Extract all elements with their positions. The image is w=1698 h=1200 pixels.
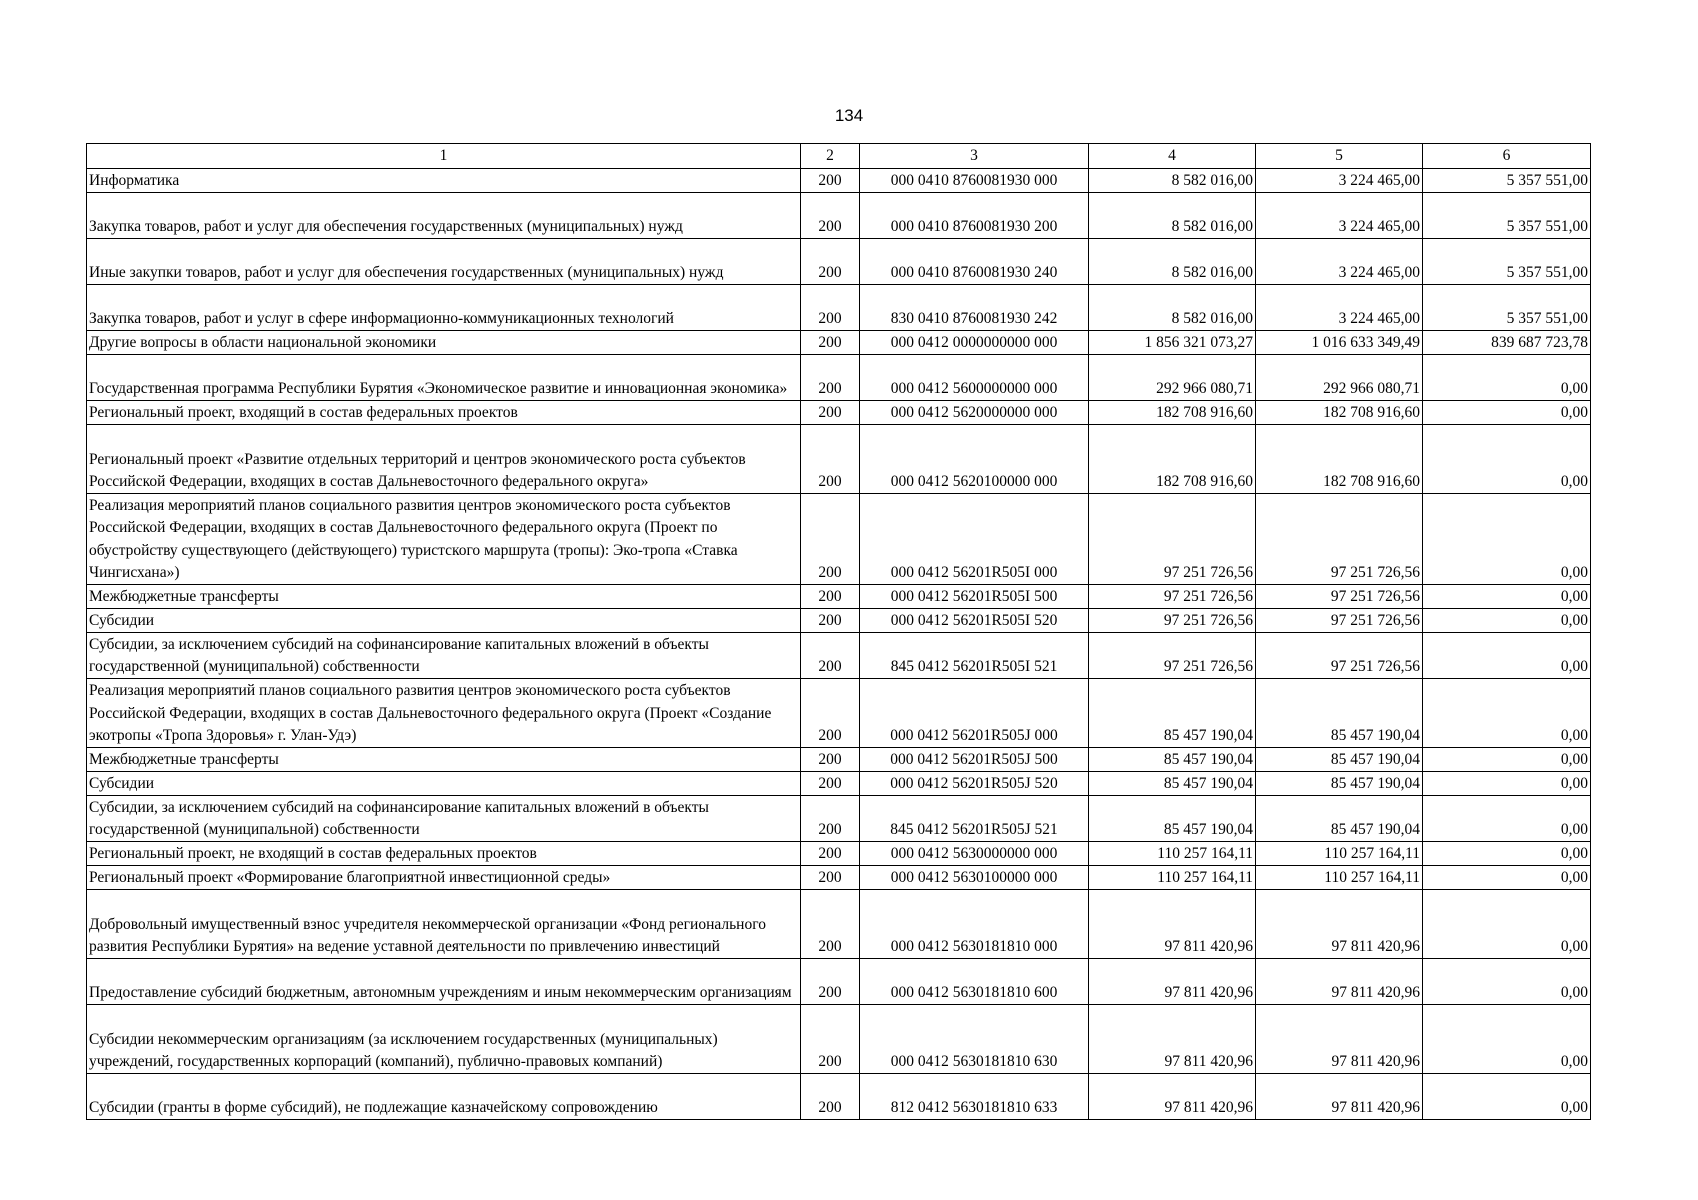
row-value-col6: 0,00 — [1423, 609, 1591, 633]
row-code-cell: 000 0412 56201R505I 000 — [860, 494, 1089, 585]
table-row — [87, 169, 1591, 193]
row-value-col5: 97 811 420,96 — [1256, 1074, 1423, 1120]
row-value-col4: 97 251 726,56 — [1089, 494, 1256, 585]
row-name-cell: Межбюджетные трансферты — [87, 748, 801, 772]
table-row — [87, 355, 1591, 401]
row-gr-cell: 200 — [801, 401, 860, 425]
row-gr-cell: 200 — [801, 772, 860, 796]
row-value-col5: 85 457 190,04 — [1256, 748, 1423, 772]
row-name-cell: Государственная программа Республики Бурятия «Экономическое развитие и инновационная экономика» — [87, 355, 801, 401]
row-name-cell: Предоставление субсидий бюджетным, автономным учреждениям и иным некоммерческим организациям — [87, 959, 801, 1005]
row-value-col5: 182 708 916,60 — [1256, 425, 1423, 494]
row-value-col5: 85 457 190,04 — [1256, 772, 1423, 796]
row-value-col6: 0,00 — [1423, 401, 1591, 425]
row-value-col4: 97 811 420,96 — [1089, 890, 1256, 959]
row-gr-cell: 200 — [801, 633, 860, 679]
table-row — [87, 679, 1591, 748]
budget-table — [86, 143, 1591, 1120]
row-code-cell: 000 0412 56201R505J 500 — [860, 748, 1089, 772]
table-body — [87, 169, 1591, 1120]
row-gr-cell: 200 — [801, 285, 860, 331]
table-row — [87, 401, 1591, 425]
row-gr-cell: 200 — [801, 193, 860, 239]
row-code-cell: 000 0412 5630181810 600 — [860, 959, 1089, 1005]
row-code-cell: 000 0412 5630181810 000 — [860, 890, 1089, 959]
page-number: 134 — [834, 106, 864, 125]
row-gr-cell: 200 — [801, 796, 860, 842]
row-gr-cell: 200 — [801, 866, 860, 890]
table-row — [87, 585, 1591, 609]
table-row — [87, 842, 1591, 866]
table-row — [87, 1074, 1591, 1120]
table-row — [87, 866, 1591, 890]
row-code-cell: 000 0410 8760081930 240 — [860, 239, 1089, 285]
row-value-col5: 97 251 726,56 — [1256, 633, 1423, 679]
row-value-col6: 0,00 — [1423, 959, 1591, 1005]
row-value-col4: 8 582 016,00 — [1089, 239, 1256, 285]
row-name-cell: Субсидии, за исключением субсидий на софинансирование капитальных вложений в объекты государственной (муниципальной) собственности — [87, 633, 801, 679]
row-value-col5: 292 966 080,71 — [1256, 355, 1423, 401]
row-value-col5: 97 811 420,96 — [1256, 1005, 1423, 1074]
row-code-cell: 000 0412 5600000000 000 — [860, 355, 1089, 401]
row-gr-cell: 200 — [801, 331, 860, 355]
row-gr-cell: 200 — [801, 890, 860, 959]
row-value-col4: 85 457 190,04 — [1089, 679, 1256, 748]
header-col-1: 1 — [87, 144, 801, 169]
row-name-cell: Реализация мероприятий планов социального развития центров экономического роста субъектов Российской Федерации, входящих в состав Дальневосточного федерального округа (Проект «Создание экотропы «Тропа Здоровья» г. Улан-Удэ) — [87, 679, 801, 748]
table-row — [87, 959, 1591, 1005]
row-value-col6: 0,00 — [1423, 748, 1591, 772]
row-value-col5: 110 257 164,11 — [1256, 842, 1423, 866]
row-code-cell: 000 0412 5630000000 000 — [860, 842, 1089, 866]
row-value-col5: 3 224 465,00 — [1256, 169, 1423, 193]
row-name-cell: Региональный проект «Развитие отдельных территорий и центров экономического роста субъектов Российской Федерации, входящих в состав Дальневосточного федерального округа» — [87, 425, 801, 494]
row-code-cell: 000 0412 56201R505J 520 — [860, 772, 1089, 796]
row-gr-cell: 200 — [801, 609, 860, 633]
row-value-col6: 5 357 551,00 — [1423, 285, 1591, 331]
row-value-col5: 182 708 916,60 — [1256, 401, 1423, 425]
row-name-cell: Информатика — [87, 169, 801, 193]
row-value-col6: 5 357 551,00 — [1423, 169, 1591, 193]
row-value-col6: 0,00 — [1423, 842, 1591, 866]
row-code-cell: 000 0412 0000000000 000 — [860, 331, 1089, 355]
row-name-cell: Субсидии — [87, 609, 801, 633]
row-value-col6: 0,00 — [1423, 890, 1591, 959]
row-value-col4: 8 582 016,00 — [1089, 285, 1256, 331]
row-name-cell: Региональный проект «Формирование благоприятной инвестиционной среды» — [87, 866, 801, 890]
row-value-col5: 97 811 420,96 — [1256, 959, 1423, 1005]
table-row — [87, 331, 1591, 355]
row-value-col6: 0,00 — [1423, 425, 1591, 494]
table-row — [87, 1005, 1591, 1074]
row-name-cell: Иные закупки товаров, работ и услуг для обеспечения государственных (муниципальных) нужд — [87, 239, 801, 285]
row-gr-cell: 200 — [801, 959, 860, 1005]
row-value-col4: 97 251 726,56 — [1089, 585, 1256, 609]
row-code-cell: 000 0410 8760081930 200 — [860, 193, 1089, 239]
row-gr-cell: 200 — [801, 585, 860, 609]
header-row — [87, 144, 1591, 169]
row-value-col5: 3 224 465,00 — [1256, 193, 1423, 239]
row-value-col6: 0,00 — [1423, 1074, 1591, 1120]
table-row — [87, 193, 1591, 239]
row-value-col5: 97 251 726,56 — [1256, 585, 1423, 609]
row-value-col6: 0,00 — [1423, 679, 1591, 748]
row-value-col4: 8 582 016,00 — [1089, 193, 1256, 239]
row-value-col6: 0,00 — [1423, 494, 1591, 585]
row-value-col4: 182 708 916,60 — [1089, 425, 1256, 494]
row-code-cell: 000 0412 5630100000 000 — [860, 866, 1089, 890]
row-value-col4: 182 708 916,60 — [1089, 401, 1256, 425]
row-value-col4: 8 582 016,00 — [1089, 169, 1256, 193]
row-gr-cell: 200 — [801, 169, 860, 193]
row-value-col6: 0,00 — [1423, 796, 1591, 842]
header-col-2: 2 — [801, 144, 860, 169]
row-value-col4: 97 811 420,96 — [1089, 959, 1256, 1005]
row-gr-cell: 200 — [801, 355, 860, 401]
row-name-cell: Межбюджетные трансферты — [87, 585, 801, 609]
row-value-col6: 5 357 551,00 — [1423, 239, 1591, 285]
table-row — [87, 796, 1591, 842]
row-value-col4: 85 457 190,04 — [1089, 748, 1256, 772]
row-value-col6: 839 687 723,78 — [1423, 331, 1591, 355]
row-value-col4: 292 966 080,71 — [1089, 355, 1256, 401]
row-code-cell: 830 0410 8760081930 242 — [860, 285, 1089, 331]
row-value-col4: 110 257 164,11 — [1089, 866, 1256, 890]
table-row — [87, 425, 1591, 494]
row-gr-cell: 200 — [801, 1074, 860, 1120]
row-value-col6: 0,00 — [1423, 633, 1591, 679]
row-code-cell: 812 0412 5630181810 633 — [860, 1074, 1089, 1120]
row-code-cell: 000 0412 5620000000 000 — [860, 401, 1089, 425]
row-name-cell: Субсидии некоммерческим организациям (за исключением государственных (муниципальных) учреждений, государственных корпораций (компаний), публично-правовых компаний) — [87, 1005, 801, 1074]
row-value-col6: 0,00 — [1423, 355, 1591, 401]
table-row — [87, 494, 1591, 585]
row-code-cell: 845 0412 56201R505I 521 — [860, 633, 1089, 679]
row-value-col4: 97 251 726,56 — [1089, 609, 1256, 633]
row-value-col6: 0,00 — [1423, 866, 1591, 890]
table-row — [87, 890, 1591, 959]
row-name-cell: Субсидии, за исключением субсидий на софинансирование капитальных вложений в объекты государственной (муниципальной) собственности — [87, 796, 801, 842]
row-code-cell: 845 0412 56201R505J 521 — [860, 796, 1089, 842]
row-code-cell: 000 0410 8760081930 000 — [860, 169, 1089, 193]
table-row — [87, 609, 1591, 633]
table-row — [87, 285, 1591, 331]
row-gr-cell: 200 — [801, 842, 860, 866]
row-value-col4: 85 457 190,04 — [1089, 772, 1256, 796]
row-value-col4: 110 257 164,11 — [1089, 842, 1256, 866]
table-row — [87, 239, 1591, 285]
header-col-5: 5 — [1256, 144, 1423, 169]
row-gr-cell: 200 — [801, 1005, 860, 1074]
row-value-col4: 97 811 420,96 — [1089, 1005, 1256, 1074]
row-value-col5: 85 457 190,04 — [1256, 796, 1423, 842]
row-name-cell: Добровольный имущественный взнос учредителя некоммерческой организации «Фонд регионального развития Республики Бурятия» на ведение уставной деятельности по привлечению инвестиций — [87, 890, 801, 959]
row-gr-cell: 200 — [801, 748, 860, 772]
row-value-col5: 110 257 164,11 — [1256, 866, 1423, 890]
row-name-cell: Реализация мероприятий планов социального развития центров экономического роста субъектов Российской Федерации, входящих в состав Дальневосточного федерального округа (Проект по обустройству существующего (действующего) туристского маршрута (тропы): Эко-тропа «Ставка Чингисхана») — [87, 494, 801, 585]
table-row — [87, 748, 1591, 772]
row-value-col4: 97 811 420,96 — [1089, 1074, 1256, 1120]
table-row — [87, 772, 1591, 796]
row-code-cell: 000 0412 56201R505J 000 — [860, 679, 1089, 748]
row-name-cell: Региональный проект, не входящий в состав федеральных проектов — [87, 842, 801, 866]
row-value-col5: 3 224 465,00 — [1256, 285, 1423, 331]
row-name-cell: Закупка товаров, работ и услуг для обеспечения государственных (муниципальных) нужд — [87, 193, 801, 239]
row-value-col5: 85 457 190,04 — [1256, 679, 1423, 748]
row-value-col5: 3 224 465,00 — [1256, 239, 1423, 285]
row-gr-cell: 200 — [801, 425, 860, 494]
row-value-col5: 1 016 633 349,49 — [1256, 331, 1423, 355]
row-gr-cell: 200 — [801, 679, 860, 748]
row-name-cell: Другие вопросы в области национальной экономики — [87, 331, 801, 355]
header-col-6: 6 — [1423, 144, 1591, 169]
row-value-col6: 5 357 551,00 — [1423, 193, 1591, 239]
table-row — [87, 633, 1591, 679]
row-gr-cell: 200 — [801, 494, 860, 585]
row-value-col4: 1 856 321 073,27 — [1089, 331, 1256, 355]
header-col-4: 4 — [1089, 144, 1256, 169]
row-value-col5: 97 251 726,56 — [1256, 609, 1423, 633]
row-name-cell: Субсидии — [87, 772, 801, 796]
row-code-cell: 000 0412 5630181810 630 — [860, 1005, 1089, 1074]
row-value-col6: 0,00 — [1423, 1005, 1591, 1074]
row-value-col6: 0,00 — [1423, 585, 1591, 609]
row-name-cell: Закупка товаров, работ и услуг в сфере информационно-коммуникационных технологий — [87, 285, 801, 331]
row-value-col6: 0,00 — [1423, 772, 1591, 796]
row-value-col4: 85 457 190,04 — [1089, 796, 1256, 842]
row-code-cell: 000 0412 56201R505I 520 — [860, 609, 1089, 633]
row-name-cell: Субсидии (гранты в форме субсидий), не подлежащие казначейскому сопровождению — [87, 1074, 801, 1120]
row-name-cell: Региональный проект, входящий в состав федеральных проектов — [87, 401, 801, 425]
row-value-col5: 97 811 420,96 — [1256, 890, 1423, 959]
row-value-col4: 97 251 726,56 — [1089, 633, 1256, 679]
row-code-cell: 000 0412 56201R505I 500 — [860, 585, 1089, 609]
row-gr-cell: 200 — [801, 239, 860, 285]
row-code-cell: 000 0412 5620100000 000 — [860, 425, 1089, 494]
row-value-col5: 97 251 726,56 — [1256, 494, 1423, 585]
header-col-3: 3 — [860, 144, 1089, 169]
